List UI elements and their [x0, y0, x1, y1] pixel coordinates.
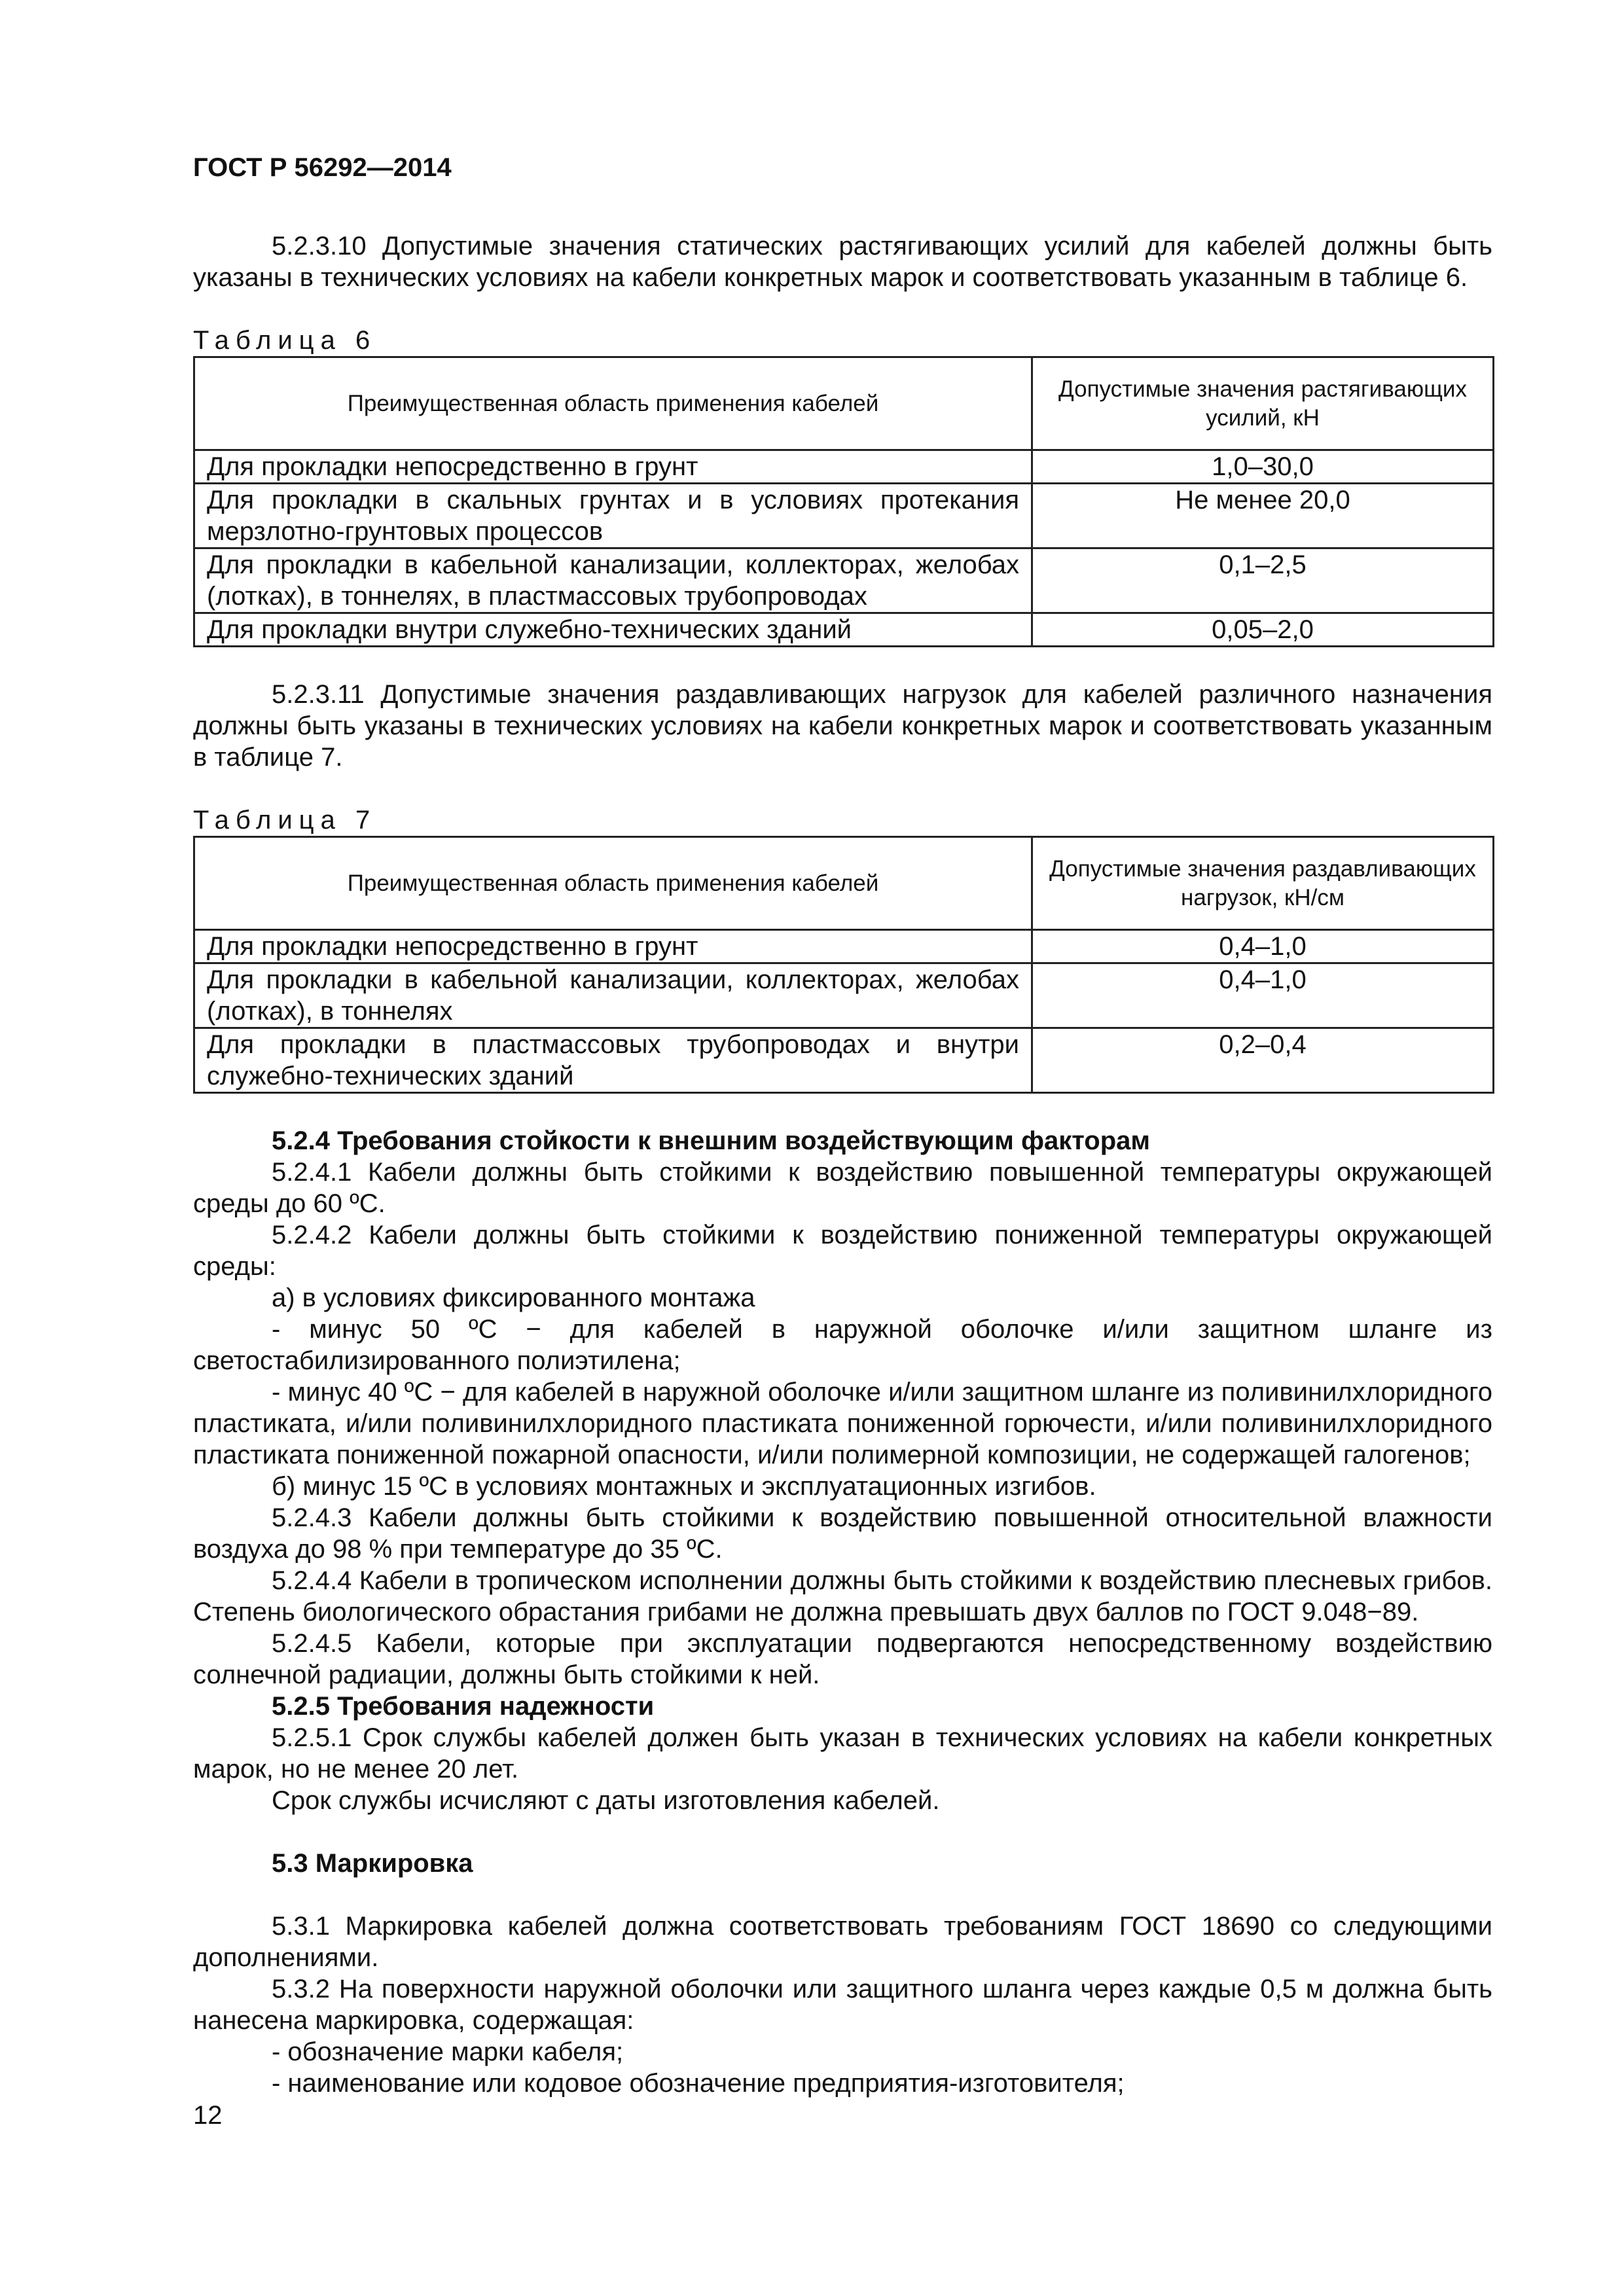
section-heading-5-2-4: 5.2.4 Требования стойкости к внешним воздействующим факторам — [272, 1126, 1150, 1155]
paragraph-5-3-1: 5.3.1 Маркировка кабелей должна соответствовать требованиям ГОСТ 18690 со следующими дополнениями. — [193, 1912, 1492, 1972]
page-number: 12 — [193, 2101, 223, 2130]
table-cell: Для прокладки в кабельной канализации, коллекторах, желобах (лотках), в тоннелях, в пластмассовых трубопроводах — [194, 548, 1032, 613]
list-item-a-1: - минус 50 ºС − для кабелей в наружной оболочке и/или защитном шланге из светостабилизированного полиэтилена; — [193, 1315, 1492, 1375]
table-row — [194, 1028, 1494, 1093]
page-content — [193, 152, 1492, 2099]
paragraph-5-3-2: 5.3.2 На поверхности наружной оболочки или защитного шланга через каждые 0,5 м должна быть нанесена маркировка, содержащая: — [193, 1975, 1492, 2035]
paragraph-5-2-5-1: 5.2.5.1 Срок службы кабелей должен быть указан в технических условиях на кабели конкретных марок, но не менее 20 лет. — [193, 1723, 1492, 1784]
table-row — [194, 613, 1494, 647]
table-cell: 0,4–1,0 — [1032, 963, 1494, 1028]
paragraph-5-2-5-1-note: Срок службы исчисляют с даты изготовления кабелей. — [272, 1786, 940, 1815]
table-header-cell: Преимущественная область применения кабелей — [194, 837, 1032, 930]
table-row — [194, 548, 1494, 613]
table-cell: Для прокладки внутри служебно-технических зданий — [194, 613, 1032, 647]
section-heading-5-2-5: 5.2.5 Требования надежности — [272, 1692, 655, 1721]
table-cell: Для прокладки в пластмассовых трубопроводах и внутри служебно-технических зданий — [194, 1028, 1032, 1093]
table-cell: Для прокладки в скальных грунтах и в условиях протекания мерзлотно-грунтовых процессов — [194, 484, 1032, 548]
paragraph-5-2-4-1: 5.2.4.1 Кабели должны быть стойкими к воздействию повышенной температуры окружающей среды до 60 ºС. — [193, 1158, 1492, 1218]
table-cell: Для прокладки в кабельной канализации, коллекторах, желобах (лотках), в тоннелях — [194, 963, 1032, 1028]
list-item-b: б) минус 15 ºС в условиях монтажных и эксплуатационных изгибов. — [272, 1472, 1096, 1501]
document-header: ГОСТ Р 56292—2014 — [193, 153, 452, 182]
table-7 — [193, 836, 1494, 1094]
table-cell: 0,05–2,0 — [1032, 613, 1494, 647]
table-6 — [193, 356, 1494, 647]
table-cell: Для прокладки непосредственно в грунт — [194, 930, 1032, 963]
table-cell: 0,4–1,0 — [1032, 930, 1494, 963]
table-cell: 0,1–2,5 — [1032, 548, 1494, 613]
table-row — [194, 963, 1494, 1028]
table-row — [194, 930, 1494, 963]
paragraph-5-2-4-2: 5.2.4.2 Кабели должны быть стойкими к воздействию пониженной температуры окружающей среды: — [193, 1221, 1492, 1281]
section-heading-5-3: 5.3 Маркировка — [272, 1849, 473, 1878]
table-header-cell: Преимущественная область применения кабелей — [194, 357, 1032, 450]
paragraph-5-2-4-5: 5.2.4.5 Кабели, которые при эксплуатации подвергаются непосредственному воздействию солнечной радиации, должны быть стойкими к ней. — [193, 1629, 1492, 1689]
table-row — [194, 484, 1494, 548]
table-header-cell: Допустимые значения растягивающих усилий, кН — [1032, 357, 1494, 450]
table-7-caption: Таблица 7 — [193, 806, 377, 834]
list-item-a-2: - минус 40 ºС − для кабелей в наружной оболочке и/или защитном шланге из поливинилхлоридного пластиката, и/или поливинилхлоридного пластиката пониженной горючести, и/или поливинилхлоридного пластиката пониженной пожарной опасности, и/или полимерной композиции, не содержащей галогенов; — [193, 1378, 1492, 1469]
table-cell: Не менее 20,0 — [1032, 484, 1494, 548]
list-item-a: а) в условиях фиксированного монтажа — [272, 1283, 755, 1312]
table-header-row — [194, 357, 1494, 450]
table-cell: Для прокладки непосредственно в грунт — [194, 450, 1032, 484]
paragraph-5-2-4-4: 5.2.4.4 Кабели в тропическом исполнении должны быть стойкими к воздействию плесневых грибов. Степень биологического обрастания грибами не должна превышать двух баллов по ГОСТ 9.048−89. — [193, 1566, 1492, 1626]
table-header-cell: Допустимые значения раздавливающих нагрузок, кН/см — [1032, 837, 1494, 930]
table-row — [194, 450, 1494, 484]
table-cell: 0,2–0,4 — [1032, 1028, 1494, 1093]
table-cell: 1,0–30,0 — [1032, 450, 1494, 484]
list-item-marking-1: - обозначение марки кабеля; — [272, 2037, 624, 2066]
paragraph-5-2-3-10: 5.2.3.10 Допустимые значения статических растягивающих усилий для кабелей должны быть указаны в технических условиях на кабели конкретных марок и соответствовать указанным в таблице 6. — [193, 232, 1492, 292]
table-header-row — [194, 837, 1494, 930]
paragraph-5-2-3-11: 5.2.3.11 Допустимые значения раздавливающих нагрузок для кабелей различного назначения должны быть указаны в технических условиях на кабели конкретных марок и соответствовать указанным в таблице 7. — [193, 680, 1492, 772]
paragraph-5-2-4-3: 5.2.4.3 Кабели должны быть стойкими к воздействию повышенной относительной влажности воздуха до 98 % при температуре до 35 ºС. — [193, 1503, 1492, 1564]
table-6-caption: Таблица 6 — [193, 326, 377, 355]
list-item-marking-2: - наименование или кодовое обозначение предприятия-изготовителя; — [272, 2069, 1125, 2098]
